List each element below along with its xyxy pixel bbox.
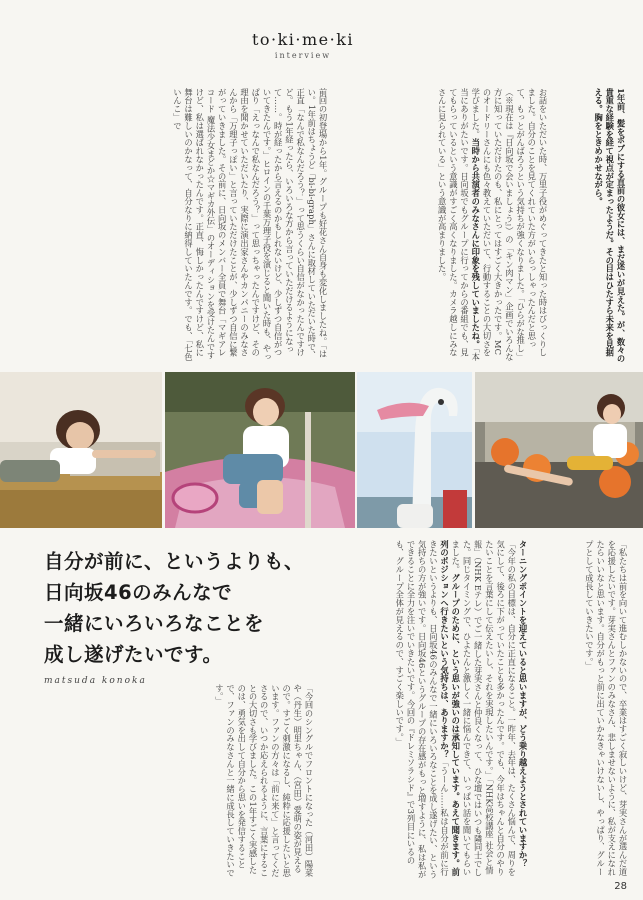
photo-strip — [0, 372, 643, 528]
lower-answer-2b: 「うーん……私は自分が前に行きたいというよりも、日向坂46のみんなで一緒にいろいろなことを成し遂げたい、という気持ちの方が強いです。日向坂46というグループの存在感がもっと増すように、私は私ができることに全力を注いでいきたいです。今回の『ドレミソラシド』で3列目にいるのも、グループ全体が見えるので、すごく楽しいです。」 — [394, 540, 450, 879]
upper-left-body — [342, 88, 548, 363]
lower-middle-body — [320, 540, 528, 880]
upper-left-question-1: 当時から共演者のみなさんに印象を残していましたね。 — [470, 138, 481, 349]
photo-swan-boat-seated — [165, 372, 355, 528]
lower-answer-2: 「私たちは前を向いて進むしかないので、卒業はすごく寂しいけど、芽実さんが選んだ道を応援したいです。芽実さんとファンのみなさん、悲しませないように、私が支えになれたらいいなと思います。自分がもっと前に出ていかなきゃいけないし、やっぱり、グループとして成長していきたいです。」 — [584, 540, 628, 876]
photo-arcade-seated — [475, 372, 643, 528]
upper-right-body-visible: 前回の初登場から1年。グループも好花さん自身も変化しましたね。「はい。1年前はちょうど「bi-bi-graph」さんに取材していただいた時で、正直「なんで私なんだろう？」って思うくらい自信がなかったんですけど。もう1年経ったら、いろいろな方から言っていただけるようになって……。時が経ったから言えるのかもしれないけど、少しずつ自信がついてきたんです。」ヒロインの千葉万理子役を演じると聞いた時も、やっぱり「えっなんで私なんだろう？」って思っちゃったんですけど、その理由を聞かせていただいたり、実際に演出家さんやカンパニーのみなさんから「万理子っぽい」と言っていただけたことが、少しずつ自信に繋がっていきました。その前に、日向坂のメンバー全員で舞台「マギアレコード 魔法少女まどか☆マギカ外伝」のオーディションを受けたんですけど、私は選ばれなかったんです。正直、悔しかったんですけど、私に舞台は難しいのかなって、自分なりに納得していたんです。でも、「七色いんこ」で — [172, 88, 328, 362]
article-title: to·ki·me·ki — [251, 30, 355, 49]
article-subtitle: interview — [274, 51, 332, 60]
pull-quote-line-2: 日向坂46のみんなで — [44, 581, 233, 604]
signature: matsuda konoka — [44, 676, 147, 686]
lower-answer-1: 「今年の私の目標は、自分に正直になること。一昨年、去年は、たくさん悩んで、周りを気にして、後ろに下がっていたことも多かったんです。でも、今年はちゃんと自分のやりたいことを言葉にして伝えたいし、それを実現したいんです。」「NHK高校講座 社会と情報」（NHK Eテレ）でご一緒した芽実さんと仲良くなって、ひな壇ではいつも隣同士でした。同じタイミングで、ひよたんと激しく一緒に悩んできて、いっぱい話を聞いてもらいました。 — [450, 540, 517, 877]
pull-quote-line-3: 一緒にいろいろなことを — [44, 612, 265, 635]
article-header — [238, 30, 368, 60]
lead-text: 1年前、髪をボブにする直前の彼女には、まだ迷いが見えた。が、数々の貴重な経験を経て視点が定まったようだ。その目はひたすら未来を見据える。胸をときめかせながら。 — [593, 88, 626, 363]
lower-right-body — [534, 540, 628, 880]
lower-question-2: グループのために、という思いが強いのは承知しています。あえて聞きます。前列のポジションへ行きたいという気持ちは、ありますか？ — [439, 540, 461, 877]
pull-quote-line-1: 自分が前に、というよりも、 — [44, 550, 305, 573]
lower-question-1: ターニングポイントを迎えていると思いますが、どう乗り越えようとされていますか？ — [518, 540, 528, 868]
upper-left-answer-1: 「本当にありがたいです。日向坂でもグループに行ってからの番組でも、見てもらっているという意識がすごく高くなりました。カメラ越しにみなさんに見られている」という意識が高まりました。 — [437, 88, 481, 362]
lower-answer-3: 「今回のシングルでフロントになった（河田）陽菜や（丹生）明里ちゃん、（宮田）愛萌の姿が見えるので。すごく刺激になるし、純粋に応援したいと思います。ファンの方々は「前に来て」と言ってくださるので、いつか応えられるように、言葉にすることの大切さも学びました。この1年すごく実感したのは、勇気を出して自分から思いを発信することで、ファンのみなさんと一緒に成長していきたいです。」 — [214, 684, 314, 878]
photo-reaching — [0, 372, 162, 528]
pull-quote — [44, 546, 314, 686]
photo-swan-boat-head — [357, 372, 472, 528]
upper-left-paragraph: お話をいただいた時、万里子役がめぐってきたと知った時はびっくりしました。自分のことを見てくれていた方がいらっしゃったんだと思って、もっとがんばろうという気持ちが強くなりました。「ひらがな推し」（※現在は『日向坂で会いましょう』）の「キン肉マン」企画でいろんな方に知っていただけたのも、私にとってはすごく大きかったです。MCのオードリーさんにも色々教えていただいて、行動することの大切さを学びました。 — [470, 88, 548, 362]
page-number: 28 — [614, 881, 627, 892]
pull-quote-line-4: 成し遂げたいです。 — [44, 643, 223, 666]
lower-left-body — [44, 684, 314, 880]
